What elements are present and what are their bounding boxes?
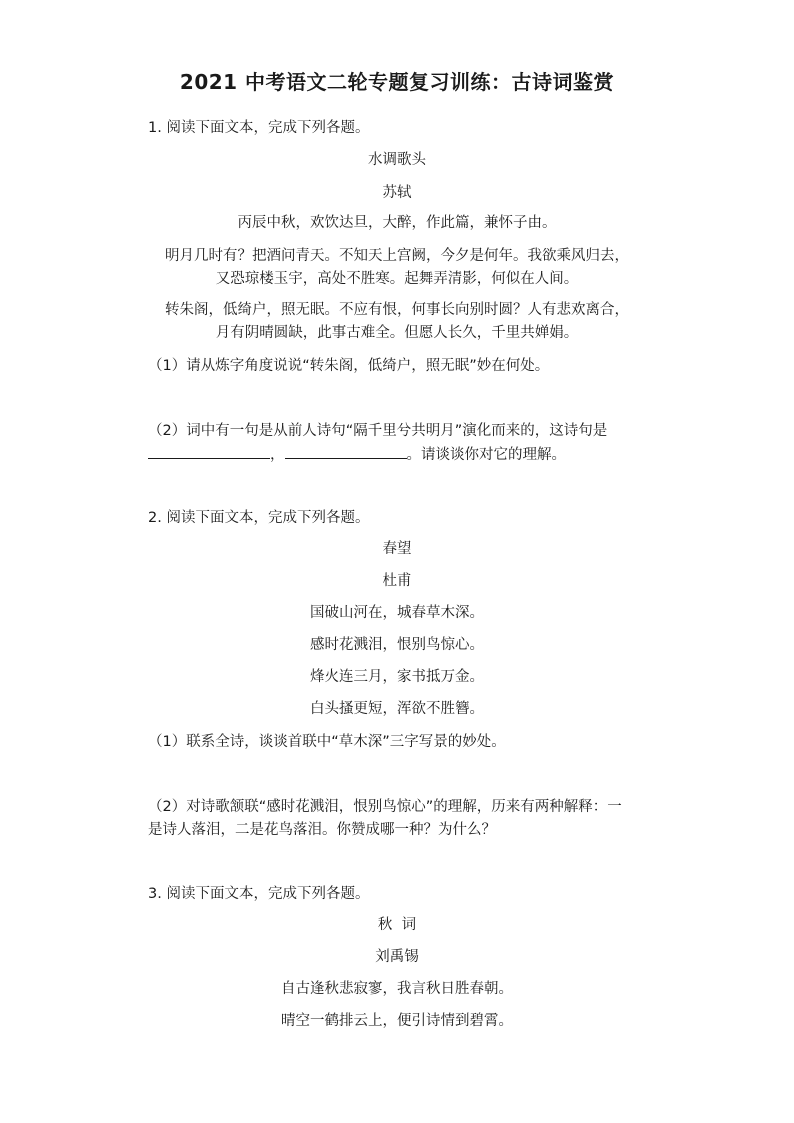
q2-poem-line-4: 白头搔更短，浑欲不胜簪。 [310,701,484,717]
q1-poem-line-4: 月有阴晴圆缺，此事古难全。但愿人长久，千里共婵娟。 [215,325,579,341]
q2-subquestion-2-line-2: 是诗人落泪，二是花鸟落泪。你赞成哪一种？为什么？ [148,822,496,838]
q1-instruction: 1. 阅读下面文本，完成下列各题。 [148,120,370,136]
q2-poem-line-2: 感时花溅泪，恨别鸟惊心。 [310,637,484,653]
q3-author: 刘禹锡 [375,949,419,965]
q3-poem-line-2: 晴空一鹤排云上，便引诗情到碧霄。 [281,1013,513,1029]
q2-poem-title: 春望 [382,541,412,557]
q1-subquestion-1: （1）请从炼字角度说说“转朱阁，低绮户，照无眠”妙在何处。 [148,358,550,374]
q1-subquestion-2-tail: 。请谈谈你对它的理解。 [406,447,566,463]
q2-poem-line-3: 烽火连三月，家书抵万金。 [310,669,484,685]
q2-author: 杜甫 [382,573,412,589]
answer-blank-1[interactable] [148,444,270,459]
q1-poem-line-2: 又恐琼楼玉宇，高处不胜寒。起舞弄清影，何似在人间。 [215,271,579,287]
q1-preface: 丙辰中秋，欢饮达旦，大醉，作此篇，兼怀子由。 [237,215,557,231]
q3-instruction: 3. 阅读下面文本，完成下列各题。 [148,886,370,902]
q2-poem-line-1: 国破山河在，城春草木深。 [310,605,484,621]
answer-blank-2[interactable] [285,444,407,459]
q2-subquestion-2-line-1: （2）对诗歌颔联“感时花溅泪，恨别鸟惊心”的理解，历来有两种解释：一 [148,799,622,815]
q3-poem-title: 秋 词 [377,917,417,933]
q1-poem-line-3: 转朱阁，低绮户，照无眠。不应有恨，何事长向别时圆？人有悲欢离合， [165,302,629,318]
q3-poem-line-1: 自古逢秋悲寂寥，我言秋日胜春朝。 [281,981,513,997]
document-title: 2021 中考语文二轮专题复习训练：古诗词鉴赏 [179,70,615,94]
q1-author: 苏轼 [382,185,412,201]
q2-instruction: 2. 阅读下面文本，完成下列各题。 [148,510,370,526]
q2-subquestion-1: （1）联系全诗，谈谈首联中“草木深”三字写景的妙处。 [148,734,506,750]
answer-separator: ， [270,447,285,463]
q1-subquestion-2: （2）词中有一句是从前人诗句“隔千里兮共明月”演化而来的，这诗句是 [148,423,608,439]
q1-poem-line-1: 明月几时有？把酒问青天。不知天上宫阙，今夕是何年。我欲乘风归去， [165,248,629,264]
q1-poem-title: 水调歌头 [368,152,426,168]
q1-subquestion-2-answer-line [148,444,566,465]
